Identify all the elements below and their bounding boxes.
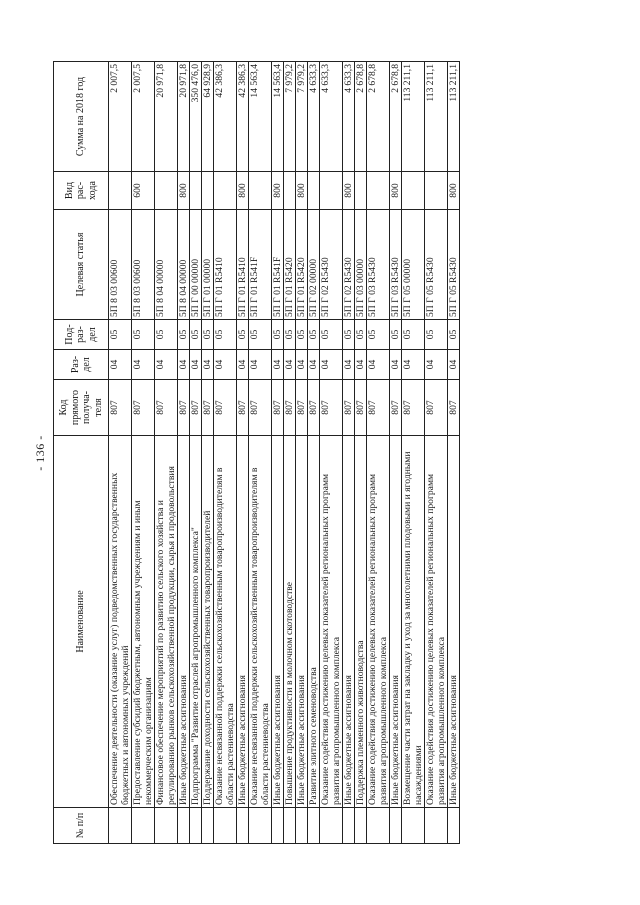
- cell-target: 5П Г 05 00000: [402, 209, 425, 319]
- cell-podrazdel: 05: [190, 319, 202, 349]
- cell-vid: 800: [296, 171, 308, 209]
- budget-table: [53, 61, 460, 844]
- column-header-sum: Сумма на 2018 год: [54, 61, 109, 171]
- cell-podrazdel: 05: [320, 319, 343, 349]
- table-row: [190, 61, 202, 843]
- cell-num: [178, 807, 190, 843]
- cell-code: 807: [367, 379, 390, 435]
- table-row: [155, 61, 178, 843]
- table-row: [214, 61, 237, 843]
- cell-podrazdel: 05: [367, 319, 390, 349]
- cell-podrazdel: 05: [202, 319, 214, 349]
- table-row: [109, 61, 132, 843]
- cell-name: Иные бюджетные ассигнования: [272, 435, 284, 807]
- cell-target: 5П 8 04 00000: [178, 209, 190, 319]
- cell-num: [272, 807, 284, 843]
- cell-sum: 2 678,8: [355, 61, 367, 171]
- page-number: - 136 -: [33, 434, 47, 471]
- cell-sum: 4 633,3: [308, 61, 320, 171]
- cell-podrazdel: 05: [132, 319, 155, 349]
- table-row: [425, 61, 448, 843]
- cell-name: Возмещение части затрат на закладку и уход за многолетними плодовыми и ягодными насаждениями: [402, 435, 425, 807]
- cell-target: 5П Г 02 R5430: [320, 209, 343, 319]
- cell-razdel: 04: [367, 349, 390, 379]
- cell-razdel: 04: [249, 349, 272, 379]
- cell-vid: 800: [390, 171, 402, 209]
- cell-podrazdel: 05: [343, 319, 355, 349]
- rotated-document-page: [31, 58, 609, 848]
- cell-target: 5П Г 01 R5420: [296, 209, 308, 319]
- cell-num: [214, 807, 237, 843]
- cell-vid: 800: [178, 171, 190, 209]
- cell-vid: [367, 171, 390, 209]
- cell-target: 5П Г 01 R541F: [272, 209, 284, 319]
- cell-razdel: 04: [402, 349, 425, 379]
- cell-num: [448, 807, 460, 843]
- cell-podrazdel: 05: [425, 319, 448, 349]
- cell-sum: 14 563,4: [249, 61, 272, 171]
- cell-num: [155, 807, 178, 843]
- cell-code: 807: [343, 379, 355, 435]
- cell-vid: [425, 171, 448, 209]
- cell-name: Иные бюджетные ассигнования: [390, 435, 402, 807]
- cell-vid: 800: [272, 171, 284, 209]
- cell-num: [202, 807, 214, 843]
- cell-podrazdel: 05: [237, 319, 249, 349]
- cell-podrazdel: 05: [214, 319, 237, 349]
- cell-target: 5П Г 00 00000: [190, 209, 202, 319]
- cell-num: [390, 807, 402, 843]
- cell-target: 5П Г 01 R541F: [249, 209, 272, 319]
- cell-podrazdel: 05: [355, 319, 367, 349]
- table-row: [308, 61, 320, 843]
- cell-razdel: 04: [155, 349, 178, 379]
- cell-sum: 113 211,1: [402, 61, 425, 171]
- column-header-podrazdel: Под-раз-дел: [54, 319, 109, 349]
- table-row: [178, 61, 190, 843]
- column-header-razdel: Раз-дел: [54, 349, 109, 379]
- column-header-name: Наименование: [54, 435, 109, 807]
- cell-podrazdel: 05: [308, 319, 320, 349]
- cell-num: [237, 807, 249, 843]
- table-row: [272, 61, 284, 843]
- cell-target: 5П Г 01 00000: [202, 209, 214, 319]
- cell-code: 807: [448, 379, 460, 435]
- cell-sum: 350 476,0: [190, 61, 202, 171]
- cell-num: [190, 807, 202, 843]
- cell-code: 807: [296, 379, 308, 435]
- cell-num: [343, 807, 355, 843]
- cell-sum: 14 563,4: [272, 61, 284, 171]
- cell-target: 5П Г 01 R5410: [214, 209, 237, 319]
- cell-name: Подпрограмма "Развитие отраслей агропромышленного комплекса": [190, 435, 202, 807]
- cell-name: Иные бюджетные ассигнования: [178, 435, 190, 807]
- cell-sum: 113 211,1: [425, 61, 448, 171]
- cell-vid: 800: [237, 171, 249, 209]
- column-header-code: Код прямого получа-теля: [54, 379, 109, 435]
- cell-razdel: 04: [202, 349, 214, 379]
- cell-name: Оказание несвязанной поддержки сельскохозяйственным товаропроизводителям в области растениеводства: [249, 435, 272, 807]
- cell-target: 5П Г 02 R5430: [343, 209, 355, 319]
- cell-razdel: 04: [178, 349, 190, 379]
- cell-podrazdel: 05: [249, 319, 272, 349]
- cell-sum: 64 928,9: [202, 61, 214, 171]
- cell-num: [402, 807, 425, 843]
- table-row: [132, 61, 155, 843]
- cell-razdel: 04: [355, 349, 367, 379]
- cell-name: Иные бюджетные ассигнования: [448, 435, 460, 807]
- cell-target: 5П Г 05 R5430: [448, 209, 460, 319]
- cell-razdel: 04: [320, 349, 343, 379]
- cell-vid: [190, 171, 202, 209]
- cell-code: 807: [249, 379, 272, 435]
- cell-target: 5П Г 02 00000: [308, 209, 320, 319]
- cell-name: Оказание содействия достижению целевых показателей региональных программ развития агропромышленного комплекса: [425, 435, 448, 807]
- table-row: [390, 61, 402, 843]
- cell-code: 807: [190, 379, 202, 435]
- cell-sum: 113 211,1: [448, 61, 460, 171]
- cell-vid: [308, 171, 320, 209]
- cell-vid: [320, 171, 343, 209]
- cell-podrazdel: 05: [272, 319, 284, 349]
- cell-code: 807: [272, 379, 284, 435]
- cell-sum: 2 678,8: [367, 61, 390, 171]
- cell-vid: [284, 171, 296, 209]
- cell-podrazdel: 05: [390, 319, 402, 349]
- table-header-row: [54, 61, 109, 843]
- cell-target: 5П Г 01 R5420: [284, 209, 296, 319]
- cell-podrazdel: 05: [296, 319, 308, 349]
- cell-code: 807: [202, 379, 214, 435]
- cell-name: Оказание несвязанной поддержки сельскохозяйственным товаропроизводителям в области растениеводства: [214, 435, 237, 807]
- cell-code: 807: [132, 379, 155, 435]
- cell-target: 5П Г 03 R5430: [367, 209, 390, 319]
- cell-razdel: 04: [390, 349, 402, 379]
- cell-num: [249, 807, 272, 843]
- cell-sum: 20 971,8: [155, 61, 178, 171]
- cell-vid: [355, 171, 367, 209]
- cell-sum: 7 979,2: [296, 61, 308, 171]
- cell-sum: 4 633,3: [343, 61, 355, 171]
- cell-sum: 2 007,5: [109, 61, 132, 171]
- cell-num: [367, 807, 390, 843]
- table-row: [448, 61, 460, 843]
- cell-razdel: 04: [296, 349, 308, 379]
- cell-code: 807: [284, 379, 296, 435]
- cell-code: 807: [214, 379, 237, 435]
- table-row: [249, 61, 272, 843]
- cell-code: 807: [425, 379, 448, 435]
- cell-razdel: 04: [237, 349, 249, 379]
- column-header-target: Целевая статья: [54, 209, 109, 319]
- cell-razdel: 04: [272, 349, 284, 379]
- cell-code: 807: [320, 379, 343, 435]
- cell-sum: 2 678,8: [390, 61, 402, 171]
- cell-num: [320, 807, 343, 843]
- cell-podrazdel: 05: [178, 319, 190, 349]
- table-row: [237, 61, 249, 843]
- table-row: [402, 61, 425, 843]
- cell-vid: [155, 171, 178, 209]
- cell-razdel: 04: [109, 349, 132, 379]
- cell-vid: 800: [343, 171, 355, 209]
- cell-num: [296, 807, 308, 843]
- cell-target: 5П Г 01 R5410: [237, 209, 249, 319]
- cell-vid: 800: [448, 171, 460, 209]
- cell-sum: 42 386,3: [237, 61, 249, 171]
- cell-code: 807: [237, 379, 249, 435]
- cell-code: 807: [178, 379, 190, 435]
- column-header-vid: Вид рас-хода: [54, 171, 109, 209]
- cell-sum: 2 007,5: [132, 61, 155, 171]
- cell-target: 5П 8 03 00600: [109, 209, 132, 319]
- cell-code: 807: [390, 379, 402, 435]
- cell-razdel: 04: [343, 349, 355, 379]
- cell-code: 807: [355, 379, 367, 435]
- cell-name: Финансовое обеспечение мероприятий по развитию сельского хозяйства и регулированию рынков сельскохозяйственной продукции, сырья и продовольствия: [155, 435, 178, 807]
- cell-code: 807: [402, 379, 425, 435]
- cell-podrazdel: 05: [155, 319, 178, 349]
- cell-sum: 20 971,8: [178, 61, 190, 171]
- cell-vid: [202, 171, 214, 209]
- cell-vid: [109, 171, 132, 209]
- cell-name: Иные бюджетные ассигнования: [296, 435, 308, 807]
- cell-podrazdel: 05: [448, 319, 460, 349]
- cell-name: Оказание содействия достижению целевых показателей региональных программ развития агропромышленного комплекса: [320, 435, 343, 807]
- cell-num: [132, 807, 155, 843]
- cell-razdel: 04: [448, 349, 460, 379]
- cell-razdel: 04: [132, 349, 155, 379]
- table-row: [284, 61, 296, 843]
- table-row: [296, 61, 308, 843]
- cell-razdel: 04: [284, 349, 296, 379]
- cell-name: Обеспечение деятельности (оказание услуг) подведомственных государственных бюджетных и автономных учреждений: [109, 435, 132, 807]
- table-row: [355, 61, 367, 843]
- cell-vid: [402, 171, 425, 209]
- cell-name: Развитие элитного семеноводства: [308, 435, 320, 807]
- cell-sum: 42 386,3: [214, 61, 237, 171]
- cell-razdel: 04: [214, 349, 237, 379]
- cell-code: 807: [109, 379, 132, 435]
- cell-sum: 7 979,2: [284, 61, 296, 171]
- cell-podrazdel: 05: [402, 319, 425, 349]
- cell-num: [284, 807, 296, 843]
- cell-num: [109, 807, 132, 843]
- cell-target: 5П Г 03 R5430: [390, 209, 402, 319]
- cell-vid: [214, 171, 237, 209]
- cell-name: Иные бюджетные ассигнования: [343, 435, 355, 807]
- cell-target: 5П Г 05 R5430: [425, 209, 448, 319]
- cell-target: 5П Г 03 00000: [355, 209, 367, 319]
- table-row: [367, 61, 390, 843]
- cell-num: [425, 807, 448, 843]
- table-body: [109, 61, 460, 843]
- cell-code: 807: [155, 379, 178, 435]
- table-row: [320, 61, 343, 843]
- cell-vid: 600: [132, 171, 155, 209]
- cell-target: 5П 8 03 00600: [132, 209, 155, 319]
- cell-podrazdel: 05: [284, 319, 296, 349]
- cell-name: Поддержание доходности сельскохозяйственных товаропроизводителей: [202, 435, 214, 807]
- cell-num: [308, 807, 320, 843]
- cell-code: 807: [308, 379, 320, 435]
- cell-name: Повышение продуктивности в молочном скотоводстве: [284, 435, 296, 807]
- cell-name: Иные бюджетные ассигнования: [237, 435, 249, 807]
- table-row: [202, 61, 214, 843]
- cell-razdel: 04: [425, 349, 448, 379]
- cell-vid: [249, 171, 272, 209]
- table-row: [343, 61, 355, 843]
- cell-sum: 4 633,3: [320, 61, 343, 171]
- column-header-num: № п/п: [54, 807, 109, 843]
- cell-target: 5П 8 04 00000: [155, 209, 178, 319]
- cell-razdel: 04: [308, 349, 320, 379]
- cell-name: Поддержка племенного животноводства: [355, 435, 367, 807]
- cell-podrazdel: 05: [109, 319, 132, 349]
- cell-razdel: 04: [190, 349, 202, 379]
- cell-name: Оказание содействия достижению целевых показателей региональных программ развития агропромышленного комплекса: [367, 435, 390, 807]
- cell-num: [355, 807, 367, 843]
- cell-name: Предоставление субсидий бюджетным, автономным учреждениям и иным некоммерческим организациям: [132, 435, 155, 807]
